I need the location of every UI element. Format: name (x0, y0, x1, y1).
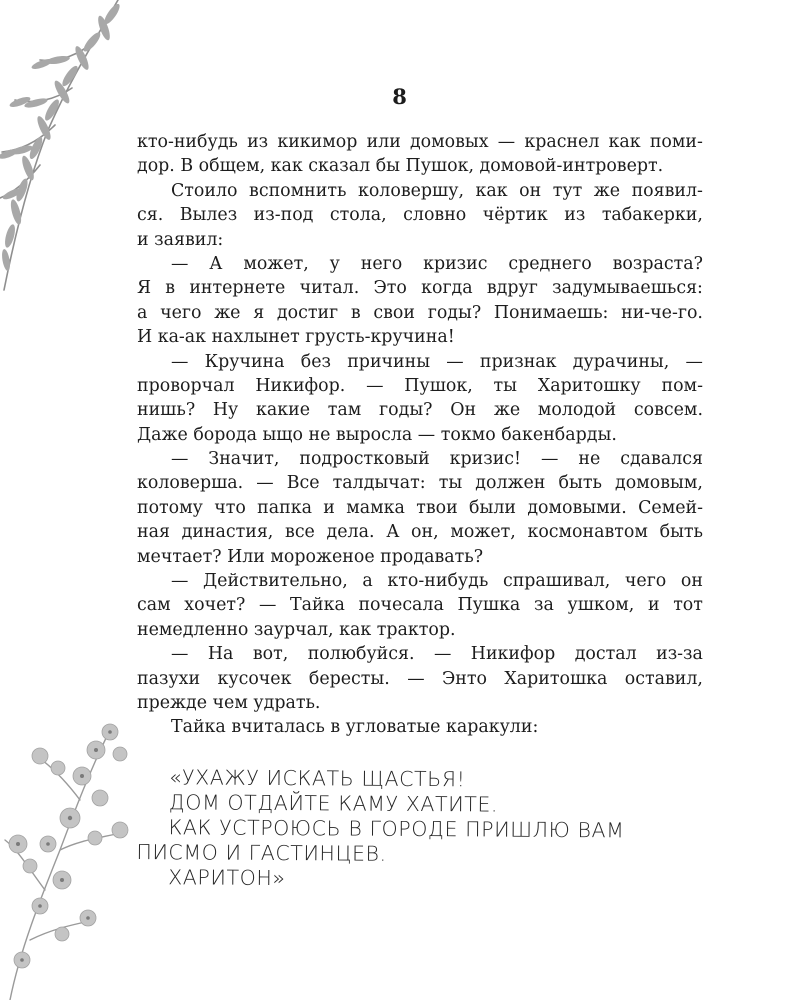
word: На (207, 644, 234, 665)
word: ты (438, 473, 463, 494)
word: ная (137, 522, 170, 543)
text-line (137, 423, 703, 447)
word: свои (373, 302, 415, 323)
word: словно (403, 205, 467, 226)
word: возраста? (612, 253, 703, 274)
word: а (137, 302, 148, 323)
word: молодой (537, 400, 617, 421)
text-line (137, 545, 703, 569)
word: подростковый (299, 449, 430, 470)
word: вот, (252, 644, 289, 665)
letter-line: ПИСМО И ГАСТИНЦЕВ. (136, 839, 387, 866)
word: как (608, 132, 641, 152)
letter-line: «УХАЖУ ИСКАТЬ ЩАСТЬЯ! (168, 765, 466, 792)
word: талдычат: (332, 473, 426, 494)
text-line-content: Даже борода ыщо не выросла — токмо бакенбарды. (137, 424, 617, 445)
word: интернете (189, 278, 286, 299)
text-line (137, 691, 703, 715)
word: — (541, 449, 559, 470)
word: из-под (253, 205, 314, 226)
willow-branch-icon (0, 0, 150, 300)
word: когда (421, 278, 473, 299)
word: — (407, 668, 425, 689)
word: же (214, 302, 241, 323)
text-line (137, 325, 703, 349)
word: Харитошку (537, 375, 641, 396)
word: — (258, 595, 277, 616)
word: Кручина (204, 351, 285, 372)
word: он, (411, 522, 439, 543)
text-line (137, 667, 703, 691)
word: него (360, 253, 403, 274)
word: в (350, 302, 361, 323)
word: чёртик (482, 205, 548, 226)
word: задумываешься: (552, 278, 703, 299)
word: кризис! (449, 449, 522, 470)
word: не (578, 449, 601, 470)
word: были (469, 497, 516, 518)
word: коловершу, (357, 180, 464, 201)
word: Семей- (638, 497, 703, 518)
text-line-content: Тайка вчиталась в угловатые каракули: (171, 717, 539, 738)
word: Никифор. (255, 375, 346, 396)
text-line (137, 203, 703, 227)
word: появил- (631, 180, 703, 201)
word: тот (673, 595, 703, 616)
word: кикимор (277, 132, 358, 152)
word: поми- (649, 132, 703, 152)
word: достал (574, 644, 637, 665)
word: пазухи (137, 668, 201, 689)
word: оставил, (624, 668, 703, 689)
word: — (685, 351, 703, 372)
word: из (564, 205, 586, 226)
text-line (137, 374, 703, 398)
word: годы? (427, 302, 482, 323)
word: сам (137, 595, 171, 616)
text-line (137, 520, 703, 544)
word: вспомнить (249, 180, 347, 201)
word: проворчал (137, 375, 235, 396)
page-number: 8 (392, 84, 408, 109)
word: может, (450, 522, 516, 543)
text-line (137, 398, 703, 422)
word: ни-че-го. (621, 302, 703, 323)
word: полюбуйся. (307, 644, 415, 665)
letter-line: ХАРИТОН» (168, 865, 286, 891)
word: Ну (212, 400, 239, 421)
word: как (475, 180, 508, 201)
word: Он (450, 400, 477, 421)
handwritten-letter (136, 765, 717, 894)
word: быть (558, 473, 602, 494)
text-line (137, 471, 703, 495)
word: что (214, 497, 246, 518)
text-line-content: И ка-ак нахлынет грусть-кручина! (137, 327, 455, 348)
word: он (519, 180, 542, 201)
word: космонавтом (527, 522, 648, 543)
word: Это (373, 278, 407, 299)
word: какие (256, 400, 311, 421)
word: папка (257, 497, 312, 518)
word: Стоило (171, 180, 238, 201)
word: Энто (442, 668, 487, 689)
text-line-content: прежде чем удрать. (137, 692, 321, 713)
text-line (137, 350, 703, 374)
word: пом- (661, 375, 703, 396)
text-line (137, 154, 703, 178)
text-line (137, 130, 703, 154)
word: — (171, 571, 189, 592)
text-line (137, 715, 703, 739)
text-line (137, 276, 703, 300)
word: тут (552, 180, 583, 201)
word: — (366, 375, 384, 396)
word: или (366, 132, 401, 152)
word: Харитошка (504, 668, 608, 689)
word: там (327, 400, 362, 421)
text-line (137, 447, 703, 471)
word: кризис (423, 253, 488, 274)
text-line-content: немедленно заурчал, как трактор. (137, 619, 456, 640)
word: быть (659, 522, 703, 543)
word: — (171, 449, 189, 470)
word: — (497, 132, 516, 152)
word: Вылез (179, 205, 238, 226)
word: мамка (346, 497, 405, 518)
word: — (171, 253, 189, 274)
word: а (362, 571, 373, 592)
text-line-content: дор. В общем, как сказал бы Пушок, домовой-интроверт. (137, 156, 664, 177)
word: ты (493, 375, 518, 396)
text-line (137, 618, 703, 642)
word: вдруг (486, 278, 538, 299)
word: А (209, 253, 223, 274)
word: Действительно, (203, 571, 348, 592)
body-text (137, 130, 703, 740)
word: кто-нибудь (387, 571, 489, 592)
word: кто-нибудь (137, 132, 238, 152)
word: совсем. (633, 400, 703, 421)
word: домовым, (615, 473, 703, 494)
word: за (533, 595, 554, 616)
word: династия, (181, 522, 274, 543)
word: в (165, 278, 176, 299)
word: А (386, 522, 400, 543)
word: и (323, 497, 335, 518)
word: нишь? (137, 400, 196, 421)
word: домовыми. (527, 497, 627, 518)
word: читал. (299, 278, 360, 299)
word: потому (137, 497, 203, 518)
letter-line: КАК УСТРОЮСЬ В ГОРОДЕ ПРИШЛЮ ВАМ (168, 815, 625, 843)
word: — (256, 473, 274, 494)
word: может, (243, 253, 309, 274)
word: хочет? (184, 595, 246, 616)
word: — (433, 644, 452, 665)
word: он (680, 571, 703, 592)
text-line-content: и заявил: (137, 229, 224, 250)
word: и (647, 595, 660, 616)
word: признак (479, 351, 557, 372)
word: Я (137, 278, 152, 299)
word: причины (347, 351, 431, 372)
word: — (171, 644, 189, 665)
word: сдавался (620, 449, 703, 470)
word: ушком, (567, 595, 635, 616)
word: краснел (524, 132, 600, 152)
word: должен (475, 473, 546, 494)
word: достиг (276, 302, 339, 323)
blossom-branch-icon (0, 720, 135, 1000)
word: я (253, 302, 265, 323)
word: Тайка (290, 595, 345, 616)
word: среднего (508, 253, 592, 274)
text-line (137, 179, 703, 203)
letter-line: ДОМ ОТДАЙТЕ КАМУ ХАТИТЕ. (168, 790, 499, 817)
text-line-content: мечтает? Или мороженое продавать? (137, 546, 484, 567)
word: Понимаешь: (493, 302, 609, 323)
text-line (137, 642, 703, 666)
word: чего (160, 302, 202, 323)
word: твои (416, 497, 458, 518)
word: табакерки, (601, 205, 703, 226)
text-line (137, 569, 703, 593)
word: дела. (326, 522, 375, 543)
word: ся. (137, 205, 164, 226)
word: почесала (358, 595, 444, 616)
text-line (137, 301, 703, 325)
word: у (329, 253, 340, 274)
text-line (137, 593, 703, 617)
word: же (593, 180, 621, 201)
word: Пушок, (404, 375, 473, 396)
text-line (137, 252, 703, 276)
word: Никифор (470, 644, 556, 665)
word: из (247, 132, 269, 152)
word: из-за (656, 644, 703, 665)
word: без (300, 351, 331, 372)
word: Значит, (208, 449, 280, 470)
text-line (137, 228, 703, 252)
word: спрашивал, (502, 571, 611, 592)
word: чего (624, 571, 667, 592)
word: Все (286, 473, 320, 494)
word: коловерша. (137, 473, 244, 494)
word: — (446, 351, 464, 372)
word: бересты. (308, 668, 390, 689)
word: стола, (329, 205, 387, 226)
text-line (137, 496, 703, 520)
word: все (285, 522, 315, 543)
word: дурачины, (572, 351, 670, 372)
word: кусочек (217, 668, 292, 689)
word: Пушка (457, 595, 521, 616)
word: домовых (409, 132, 489, 152)
word: же (493, 400, 521, 421)
word: — (171, 351, 189, 372)
word: годы? (379, 400, 433, 421)
